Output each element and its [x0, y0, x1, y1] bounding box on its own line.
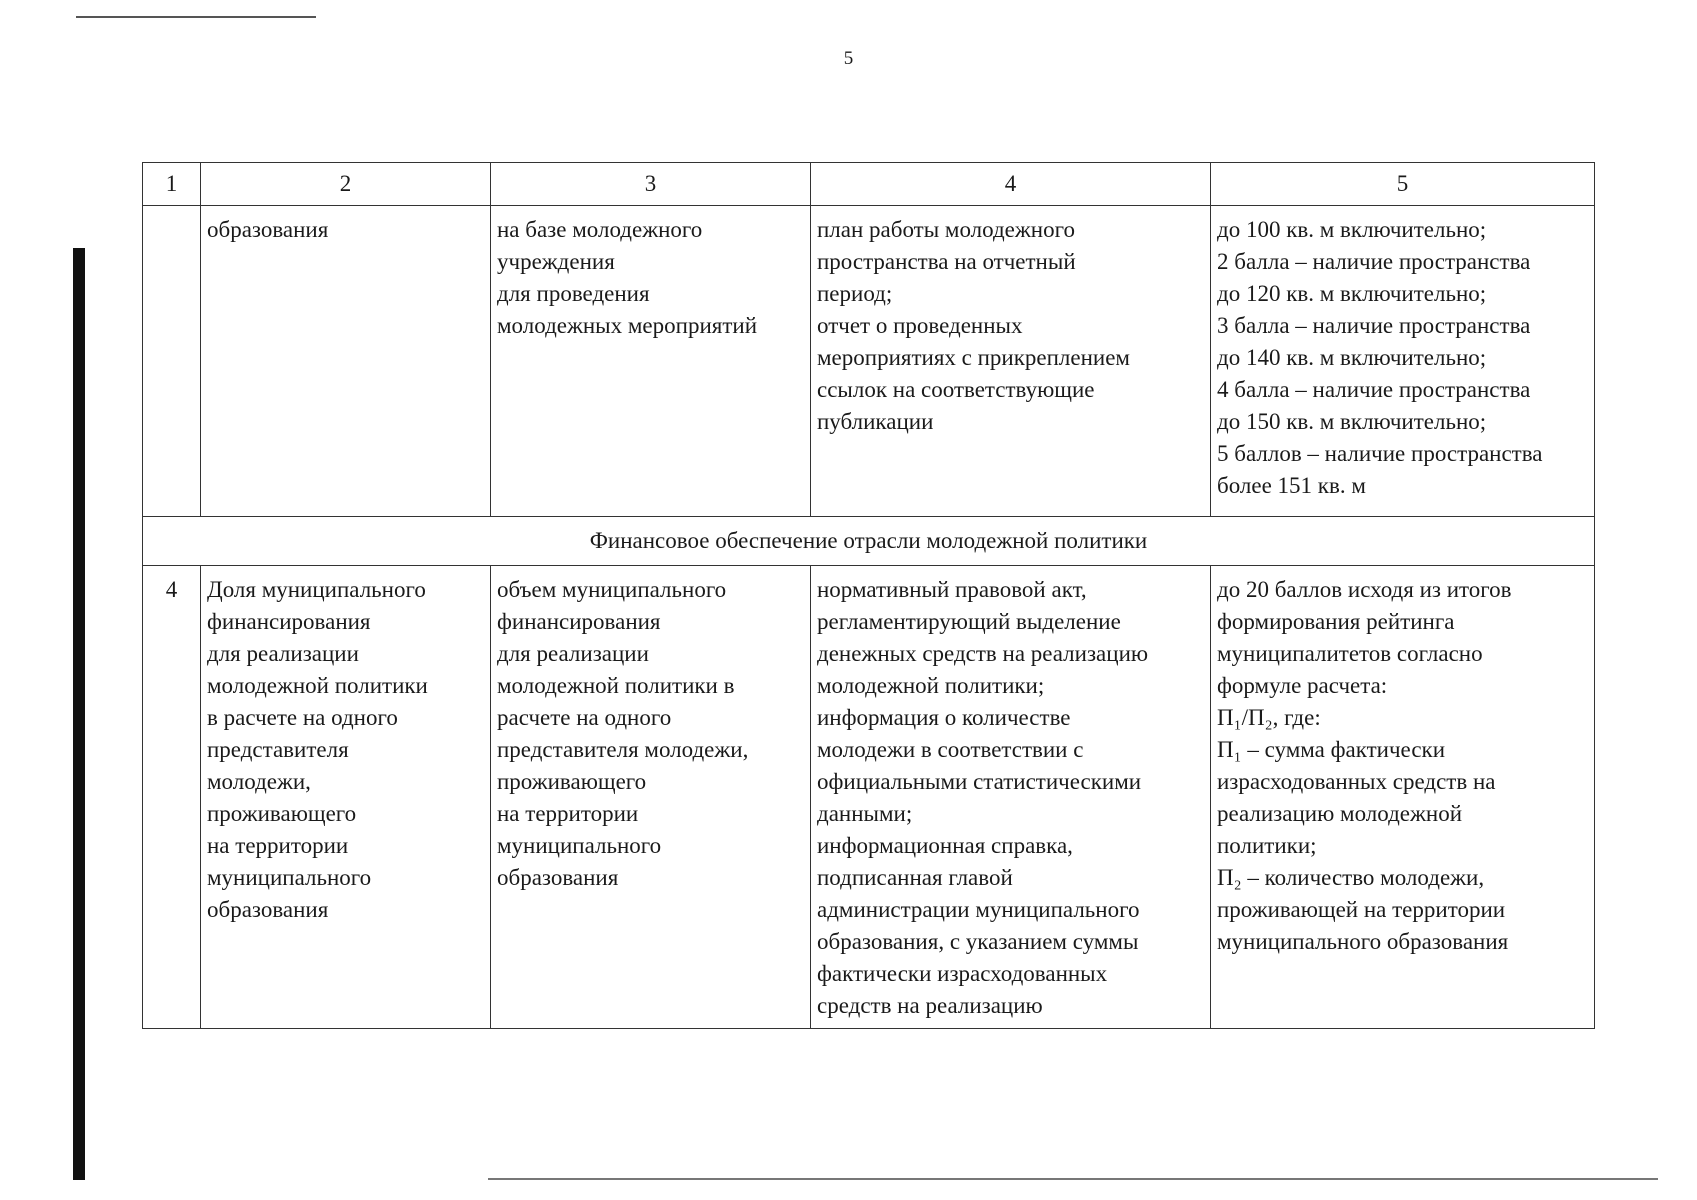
header-cell-2: 2 [201, 163, 491, 206]
confirming-documents-cell: нормативный правовой акт, регламентирующий выделение денежных средств на реализацию молодежной политики; информация о количестве молодежи в соответствии с официальными статистическими данными; информационная справка, подписанная главой администрации муниципального образования, с указанием суммы фактически израсходованных средств на реализацию [811, 566, 1211, 1029]
indicator-name-cell: образования [201, 206, 491, 517]
indicator-name-cell: Доля муниципального финансирования для реализации молодежной политики в расчете на одного представителя молодежи, проживающего на территории муниципального образования [201, 566, 491, 1029]
row-number-cell [143, 206, 201, 517]
scoring-cell: до 20 баллов исходя из итогов формирования рейтинга муниципалитетов согласно формуле расчета: П₁/П₂, где: П₁ – сумма фактически израсходованных средств на реализацию молодежной политики; П₂ – количество молодежи, проживающей на территории муниципального образования [1211, 566, 1595, 1029]
indicator-description-cell: на базе молодежного учреждения для проведения молодежных мероприятий [491, 206, 811, 517]
criteria-table [142, 162, 1595, 1029]
confirming-documents-cell: план работы молодежного пространства на отчетный период; отчет о проведенных мероприятиях с прикреплением ссылок на соответствующие публикации [811, 206, 1211, 517]
page-number: 5 [843, 48, 854, 69]
indicator-description-cell: объем муниципального финансирования для реализации молодежной политики в расчете на одного представителя молодежи, проживающего на территории муниципального образования [491, 566, 811, 1029]
header-cell-5: 5 [1211, 163, 1595, 206]
scan-bottom-line [488, 1178, 1658, 1180]
header-cell-4: 4 [811, 163, 1211, 206]
section-title: Финансовое обеспечение отрасли молодежной политики [143, 517, 1595, 566]
scan-top-line [76, 16, 316, 18]
row-number-cell: 4 [143, 566, 201, 1029]
header-cell-1: 1 [143, 163, 201, 206]
table-row [143, 206, 1595, 517]
scan-left-edge [73, 248, 85, 1180]
scoring-cell: до 100 кв. м включительно; 2 балла – наличие пространства до 120 кв. м включительно; 3 балла – наличие пространства до 140 кв. м включительно; 4 балла – наличие пространства до 150 кв. м включительно; 5 баллов – наличие пространства более 151 кв. м [1211, 206, 1595, 517]
section-header-row [143, 517, 1595, 566]
header-cell-3: 3 [491, 163, 811, 206]
table-header-row [143, 163, 1595, 206]
table-row [143, 566, 1595, 1029]
